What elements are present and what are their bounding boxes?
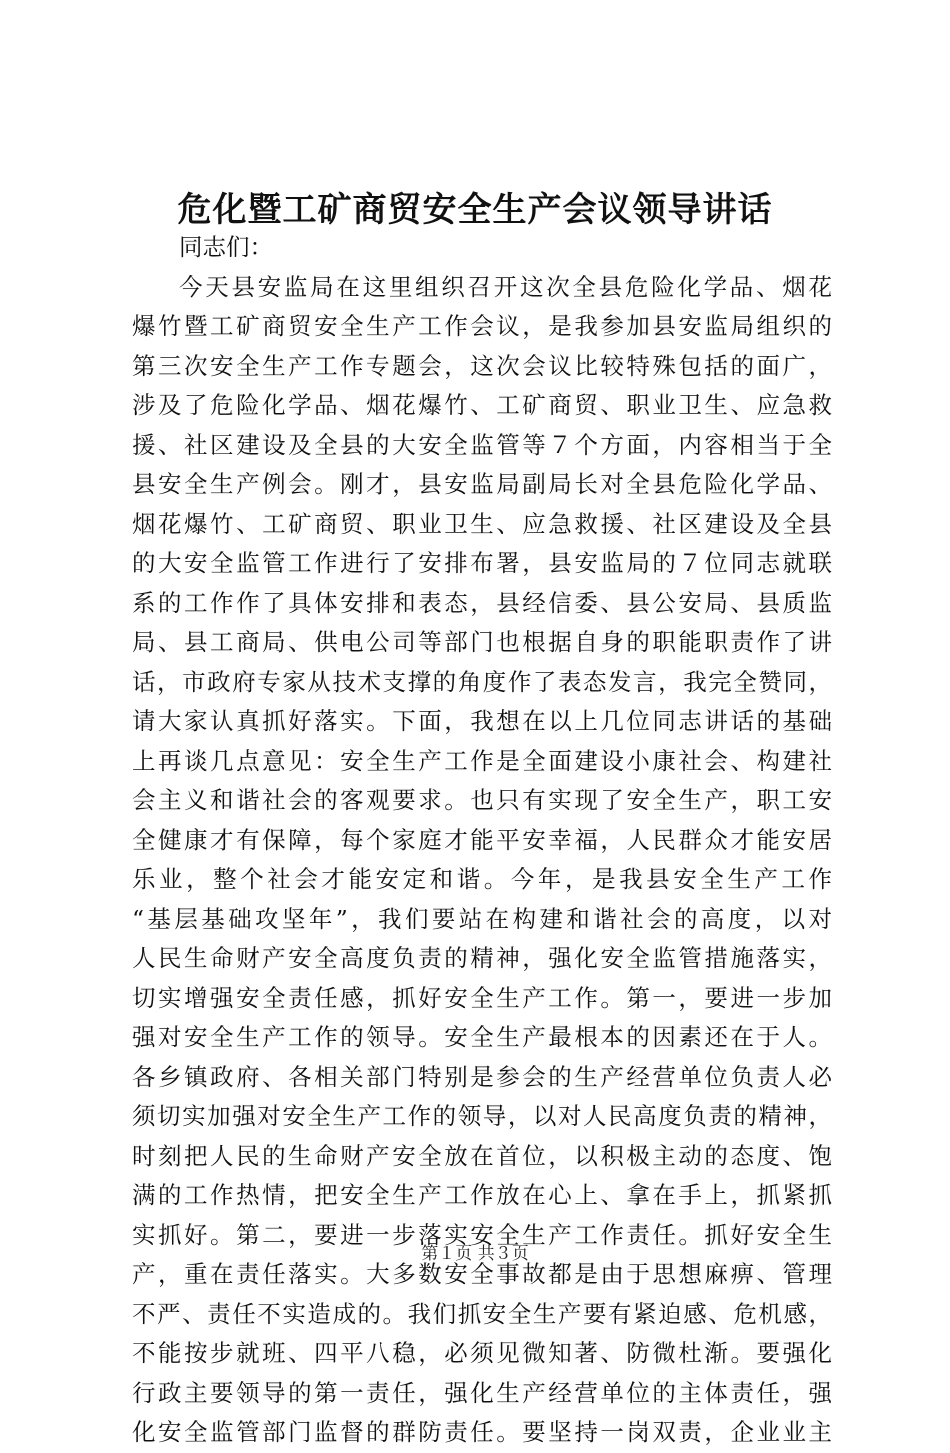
salutation: 同志们： xyxy=(179,233,273,261)
paragraph-line: 系的工作作了具体安排和表态，县经信委、县公安局、县质监 xyxy=(132,588,832,617)
paragraph-line: 援、社区建设及全县的大安全监管等７个方面，内容相当于全 xyxy=(132,430,832,459)
paragraph-line: 烟花爆竹、工矿商贸、职业卫生、应急救援、社区建设及全县 xyxy=(132,509,832,538)
paragraph-line: 第三次安全生产工作专题会，这次会议比较特殊包括的面广， xyxy=(132,351,832,380)
paragraph-line: 乐业，整个社会才能安定和谐。今年，是我县安全生产工作 xyxy=(132,865,832,893)
paragraph-line: 产，重在责任落实。大多数安全事故都是由于思想麻痹、管理 xyxy=(132,1260,832,1288)
paragraph-line: 涉及了危险化学品、烟花爆竹、工矿商贸、职业卫生、应急救 xyxy=(132,391,832,419)
paragraph-line: 时刻把人民的生命财产安全放在首位，以积极主动的态度、饱 xyxy=(132,1141,832,1170)
paragraph-line: 会主义和谐社会的客观要求。也只有实现了安全生产，职工安 xyxy=(132,786,832,814)
paragraph-line: 满的工作热情，把安全生产工作放在心上、拿在手上，抓紧抓 xyxy=(132,1181,832,1209)
paragraph-line: 不能按步就班、四平八稳，必须见微知著、防微杜渐。要强化 xyxy=(132,1339,832,1367)
paragraph-line: 今天县安监局在这里组织召开这次全县危险化学品、烟花 xyxy=(179,272,832,301)
page-footer xyxy=(0,1242,950,1266)
paragraph-line: 须切实加强对安全生产工作的领导，以对人民高度负责的精神， xyxy=(132,1102,832,1130)
paragraph-line: 强对安全生产工作的领导。安全生产最根本的因素还在于人。 xyxy=(132,1023,832,1051)
paragraph-line: 各乡镇政府、各相关部门特别是参会的生产经营单位负责人必 xyxy=(132,1062,832,1091)
paragraph-line: 化安全监管部门监督的群防责任。要坚持一岗双责，企业业主 xyxy=(132,1418,832,1446)
paragraph-line: 县安全生产例会。刚才，县安监局副局长对全县危险化学品、 xyxy=(132,470,832,498)
paragraph-line: 人民生命财产安全高度负责的精神，强化安全监管措施落实， xyxy=(132,944,832,972)
paragraph-line: 行政主要领导的第一责任，强化生产经营单位的主体责任，强 xyxy=(132,1378,832,1407)
paragraph-line: 不严、责任不实造成的。我们抓安全生产要有紧迫感、危机感， xyxy=(132,1299,832,1328)
paragraph-line: 爆竹暨工矿商贸安全生产工作会议，是我参加县安监局组织的 xyxy=(132,312,832,340)
paragraph-line: 请大家认真抓好落实。下面，我想在以上几位同志讲话的基础 xyxy=(132,707,832,735)
paragraph-line: 上再谈几点意见：安全生产工作是全面建设小康社会、构建社 xyxy=(132,746,832,775)
document-title: 危化暨工矿商贸安全生产会议领导讲话 xyxy=(177,190,773,230)
paragraph-line: 的大安全监管工作进行了安排布署，县安监局的７位同志就联 xyxy=(132,549,832,577)
document-body xyxy=(132,228,832,1453)
paragraph-line: “基层基础攻坚年”，我们要站在构建和谐社会的高度，以对 xyxy=(132,904,832,933)
paragraph-line: 实抓好。第二，要进一步落实安全生产工作责任。抓好安全生 xyxy=(132,1220,832,1249)
page-number: 第１页 共３页 xyxy=(421,1244,529,1264)
paragraph-line: 话，市政府专家从技术支撑的角度作了表态发言，我完全赞同， xyxy=(132,667,832,696)
paragraph-line: 切实增强安全责任感，抓好安全生产工作。第一，要进一步加 xyxy=(132,983,832,1012)
paragraph-line: 全健康才有保障，每个家庭才能平安幸福，人民群众才能安居 xyxy=(132,825,832,854)
paragraph-line: 局、县工商局、供电公司等部门也根据自身的职能职责作了讲 xyxy=(132,628,832,656)
